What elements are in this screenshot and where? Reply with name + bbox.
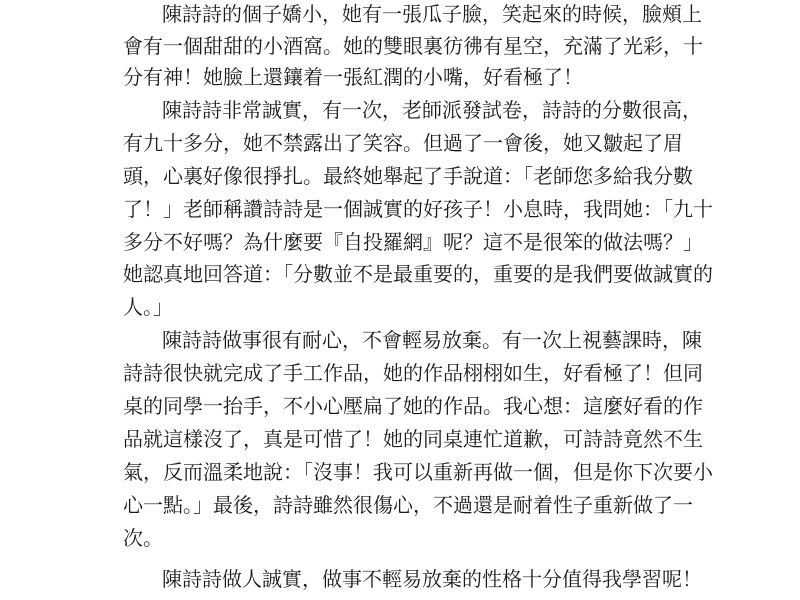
text-line: 陳詩詩的個子嬌小，她有一張瓜子臉，笑起來的時候，臉頰上: [162, 2, 702, 26]
text-line: 陳詩詩做人誠實，做事不輕易放棄的性格十分值得我學習呢！: [162, 567, 702, 591]
text-line: 次。: [123, 526, 163, 550]
text-line: 分有神！她臉上還鑲着一張紅潤的小嘴，好看極了！: [123, 65, 583, 89]
text-line: 心一點。」最後，詩詩雖然很傷心，不過還是耐着性子重新做了一: [123, 493, 693, 517]
text-line: 了！」老師稱讚詩詩是一個誠實的好孩子！小息時，我問她：「九十: [123, 197, 713, 221]
text-line: 陳詩詩非常誠實，有一次，老師派發試卷，詩詩的分數很高，: [162, 98, 702, 122]
text-line: 會有一個甜甜的小酒窩。她的雙眼裏彷彿有星空，充滿了光彩，十: [123, 34, 703, 58]
text-line: 多分不好嗎？為什麼要『自投羅網』呢？這不是很笨的做法嗎？」: [123, 230, 703, 254]
text-line: 氣，反而溫柔地說：「沒事！我可以重新再做一個，但是你下次要小: [123, 460, 713, 484]
text-line: 桌的同學一抬手，不小心壓扁了她的作品。我心想：這麼好看的作: [123, 394, 703, 418]
text-line: 她認真地回答道：「分數並不是最重要的，重要的是我們要做誠實的: [123, 262, 713, 286]
text-line: 詩詩很快就完成了手工作品，她的作品栩栩如生，好看極了！但同: [123, 361, 703, 385]
text-line: 人。」: [123, 295, 173, 319]
text-line: 品就這樣沒了，真是可惜了！她的同桌連忙道歉，可詩詩竟然不生: [123, 427, 703, 451]
text-line: 有九十多分，她不禁露出了笑容。但過了一會後，她又皺起了眉: [123, 131, 683, 155]
text-line: 頭，心裏好像很掙扎。最終她舉起了手說道：「老師您多給我分數: [123, 164, 693, 188]
text-line: 陳詩詩做事很有耐心，不會輕易放棄。有一次上視藝課時，陳: [162, 328, 702, 352]
